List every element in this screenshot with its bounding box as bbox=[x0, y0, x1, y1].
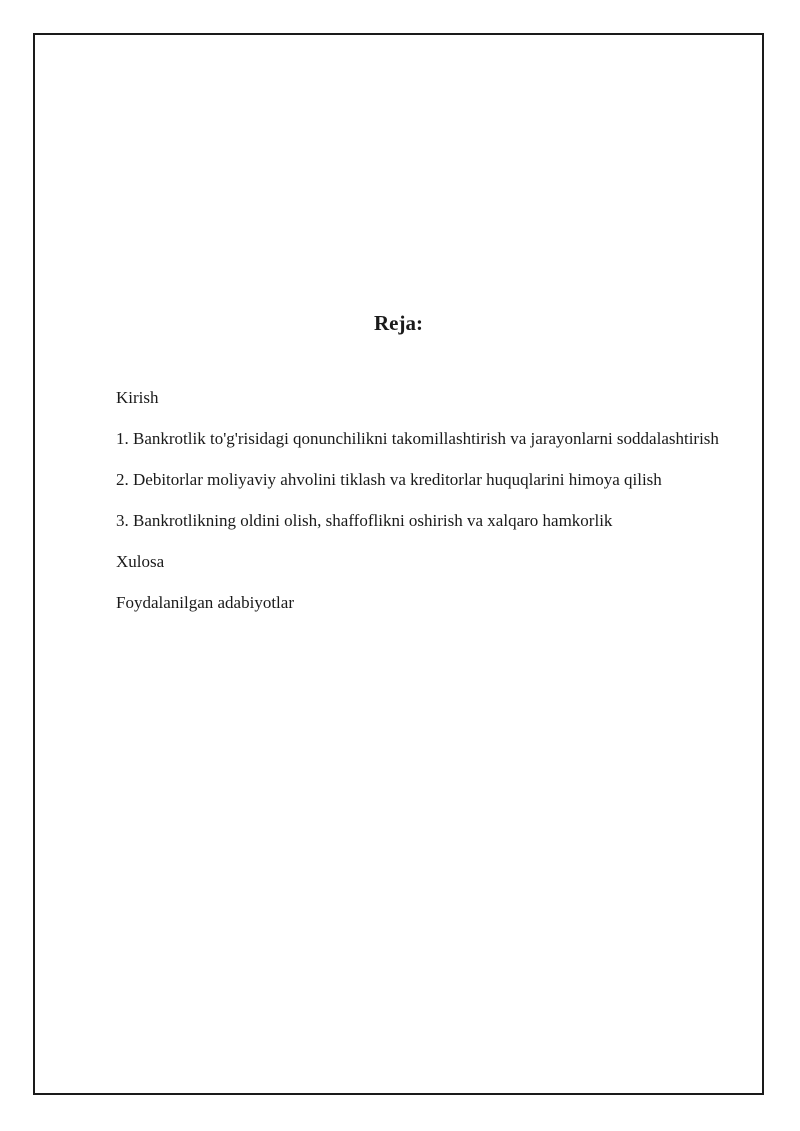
page-border bbox=[33, 33, 764, 1095]
plan-item-1: 1. Bankrotlik to'g'risidagi qonunchilikni takomillashtirish va jarayonlarni soddalashtirish bbox=[116, 429, 719, 448]
plan-item-2: 2. Debitorlar moliyaviy ahvolini tiklash va kreditorlar huquqlarini himoya qilish bbox=[116, 470, 662, 489]
plan-item-conclusion: Xulosa bbox=[116, 552, 165, 571]
page-title: Reja: bbox=[374, 311, 423, 335]
plan-item-references: Foydalanilgan adabiyotlar bbox=[116, 593, 294, 612]
plan-list bbox=[116, 382, 736, 628]
plan-item-introduction: Kirish bbox=[116, 388, 159, 407]
plan-item-3: 3. Bankrotlikning oldini olish, shaffoflikni oshirish va xalqaro hamkorlik bbox=[116, 511, 613, 530]
